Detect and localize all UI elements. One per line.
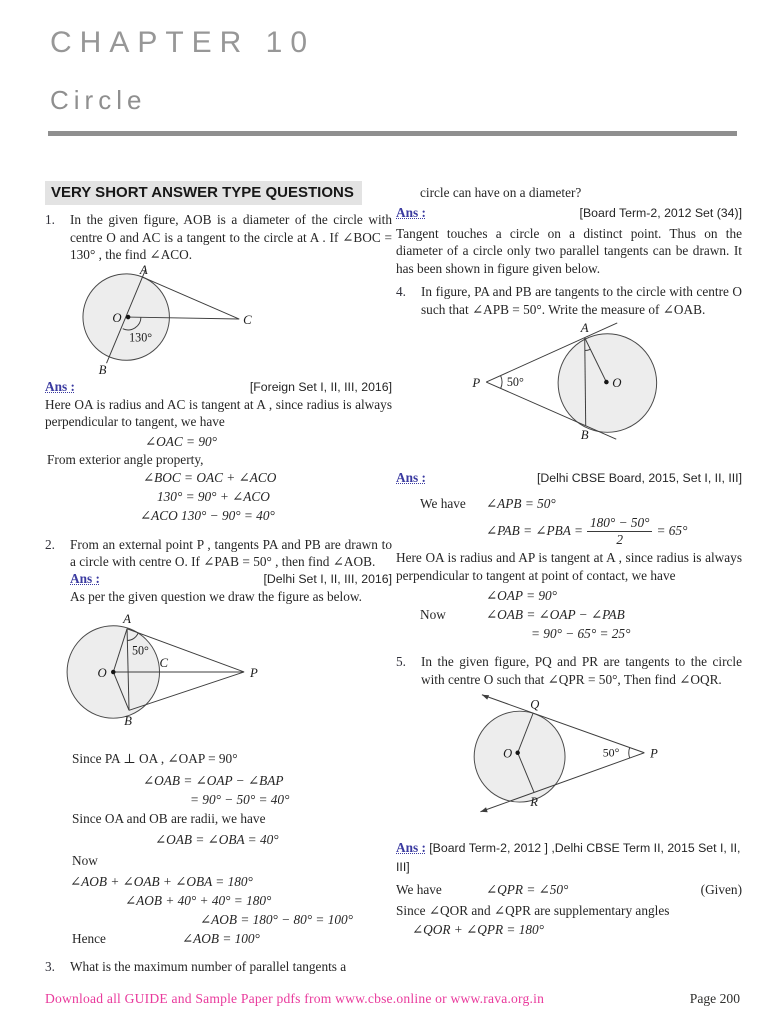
fig5-label-p: P	[650, 746, 658, 761]
answer-3-label: Ans :	[396, 204, 426, 220]
answer-3-header	[396, 204, 742, 222]
fig1-label-b: B	[98, 362, 107, 377]
math-line: Now	[72, 853, 98, 868]
equation: = 90° − 50° = 40°	[190, 792, 290, 807]
math-line: Since PA ⊥ OA , ∠OAP = 90°	[72, 751, 238, 766]
answer-5-citation: [Board Term-2, 2012 ] ,Delhi CBSE Term II, 2015 Set I, II, III]	[396, 841, 741, 874]
math-line	[396, 881, 742, 899]
question-4	[396, 283, 742, 318]
page-number: Page 200	[689, 991, 740, 1006]
question-5-text: In the given figure, PQ and PR are tangents to the circle with centre O such that ∠QPR = 50°, Then find ∠OQR.	[421, 654, 742, 687]
angle-arc-p	[629, 748, 630, 758]
answer-1-paragraph: Here OA is radius and AC is tangent at A , since radius is always perpendicular to tangent, we have	[45, 396, 392, 429]
fig1-angle-label: 130°	[129, 330, 153, 345]
equation: ∠ACO 130° − 90° = 40°	[140, 507, 275, 523]
math-line: Since OA and OB are radii, we have	[72, 811, 266, 826]
center-dot	[111, 670, 116, 675]
answer-3-citation: [Board Term-2, 2012 Set (34)]	[579, 205, 742, 220]
fig2-label-p: P	[249, 665, 258, 680]
figure-q1	[53, 264, 333, 377]
fig2-label-b: B	[124, 714, 132, 729]
answer-2-label: Ans :	[70, 570, 100, 586]
fig1-label-a: A	[139, 263, 148, 277]
equation: ∠OAB = ∠OAP − ∠PAB	[486, 607, 625, 622]
figure-q2	[50, 611, 330, 729]
equation: ∠OAC = 90°	[145, 433, 217, 449]
arrowhead-up	[482, 695, 489, 700]
answer-1-note: From exterior angle property,	[47, 451, 204, 467]
question-1-number: 1.	[45, 212, 55, 227]
fig5-label-q: Q	[530, 697, 540, 712]
answer-5-header	[396, 839, 742, 876]
now-label: Now	[420, 607, 446, 622]
download-link-text[interactable]: Download all GUIDE and Sample Paper pdfs from www.cbse.online or www.rava.org.in	[45, 991, 545, 1006]
equation: ∠OAB = ∠OBA = 40°	[155, 832, 279, 847]
question-3	[45, 958, 392, 976]
answer-2-header	[45, 570, 392, 588]
answer-1-label: Ans :	[45, 378, 75, 394]
question-2-text: From an external point P , tangents PA and PB are drawn to a circle with centre O. If ∠PAB = 50° , then find ∠AOB.	[70, 536, 392, 569]
figure-q5	[396, 688, 736, 833]
fraction	[587, 516, 653, 547]
question-2-number: 2.	[45, 536, 55, 552]
equation: ∠APB = 50°	[486, 496, 556, 511]
fig5-angle-label: 50°	[602, 745, 620, 760]
math-line: Since ∠QOR and ∠QPR are supplementary angles	[396, 903, 670, 918]
header-rule	[48, 131, 737, 136]
arrowhead-down	[480, 807, 487, 812]
equation: ∠QPR = ∠50°	[486, 882, 569, 897]
question-5-number: 5.	[396, 654, 406, 669]
figure-q4	[396, 320, 736, 453]
fig1-label-c: C	[243, 312, 252, 327]
equation: ∠OAB = ∠OAP − ∠BAP	[143, 773, 284, 788]
fig2-label-o: O	[97, 665, 107, 680]
math-line	[396, 606, 742, 624]
fraction-numerator: 180° − 50°	[587, 516, 653, 532]
equation: ∠QOR + ∠QPR = 180°	[412, 922, 544, 937]
equation-right: = 65°	[656, 523, 688, 539]
hence-label: Hence	[72, 931, 106, 946]
answer-4-label: Ans :	[396, 470, 426, 485]
answer-2-paragraph: As per the given question we draw the figure as below.	[70, 588, 362, 604]
we-have-label: We have	[396, 882, 442, 897]
answer-3-paragraph: Tangent touches a circle on a distinct point. Thus on the diameter of a circle only two parallel tangents can be drawn. It has been shown in figure given below.	[396, 225, 742, 276]
equation: ∠AOB = 100°	[182, 931, 260, 946]
given-label: (Given)	[700, 882, 742, 897]
answer-4-paragraph: Here OA is radius and AP is tangent at A , since radius is always perpendicular to tangent at point of contact, we have	[396, 550, 742, 583]
fig2-label-a: A	[123, 611, 131, 626]
equation: ∠BOC = OAC + ∠ACO	[143, 469, 277, 485]
equation: = 90° − 65° = 25°	[531, 626, 631, 641]
equation: ∠OAP = 90°	[486, 588, 557, 603]
answer-4-citation: [Delhi CBSE Board, 2015, Set I, II, III]	[536, 471, 742, 485]
fig4-label-a: A	[580, 320, 589, 335]
fraction-denominator: 2	[616, 531, 624, 547]
equation: ∠AOB + 40° + 40° = 180°	[125, 893, 272, 908]
equation-left: ∠PAB = ∠PBA =	[486, 523, 583, 539]
answer-5-label: Ans :	[396, 840, 426, 855]
answer-2-citation: [Delhi Set I, II, III, 2016]	[263, 571, 392, 586]
fig4-label-o: O	[612, 375, 622, 390]
center-dot	[126, 314, 131, 319]
angle-arc-p	[501, 376, 502, 389]
equation: ∠AOB + ∠OAB + ∠OBA = 180°	[70, 874, 253, 889]
fig2-angle-label: 50°	[131, 643, 149, 658]
question-3-text-right: circle can have on a diameter?	[420, 185, 582, 200]
center-dot	[515, 751, 519, 755]
page-footer	[45, 990, 740, 1008]
answer-1-citation: [Foreign Set I, II, III, 2016]	[249, 379, 392, 394]
question-1	[45, 211, 392, 264]
fig4-angle-label: 50°	[506, 375, 524, 390]
fig2-label-c: C	[159, 656, 169, 671]
question-3-text-left: What is the maximum number of parallel tangents a	[70, 959, 347, 974]
question-4-number: 4.	[396, 284, 406, 299]
chapter-heading: CHAPTER 10	[50, 26, 316, 59]
equation-with-fraction	[396, 515, 742, 547]
section-title: VERY SHORT ANSWER TYPE QUESTIONS	[45, 181, 362, 205]
center-dot	[604, 380, 609, 385]
fig5-label-o: O	[503, 746, 513, 761]
math-line	[45, 930, 392, 948]
question-3-number: 3.	[45, 959, 55, 974]
question-5	[396, 653, 742, 688]
right-column	[396, 184, 742, 939]
answer-4-header	[396, 469, 742, 487]
fig5-label-r: R	[530, 794, 538, 809]
fig1-label-o: O	[112, 310, 122, 325]
question-4-text: In figure, PA and PB are tangents to the circle with centre O such that ∠APB = 50°. Write the measure of ∠OAB.	[421, 284, 742, 317]
left-column	[45, 181, 392, 976]
page-title: Circle	[50, 85, 147, 115]
fig4-label-p: P	[472, 375, 481, 390]
math-line	[396, 495, 742, 513]
question-2	[45, 536, 392, 570]
answer-1-header	[45, 378, 392, 396]
equation: ∠AOB = 180° − 80° = 100°	[200, 912, 353, 927]
question-1-text: In the given figure, AOB is a diameter of the circle with centre O and AC is a tangent to the circle at A . If ∠BOC = 130° , the find ∠ACO.	[70, 212, 392, 262]
fig4-label-b: B	[580, 428, 589, 443]
we-have-label: We have	[420, 496, 466, 511]
equation: 130° = 90° + ∠ACO	[157, 488, 270, 504]
